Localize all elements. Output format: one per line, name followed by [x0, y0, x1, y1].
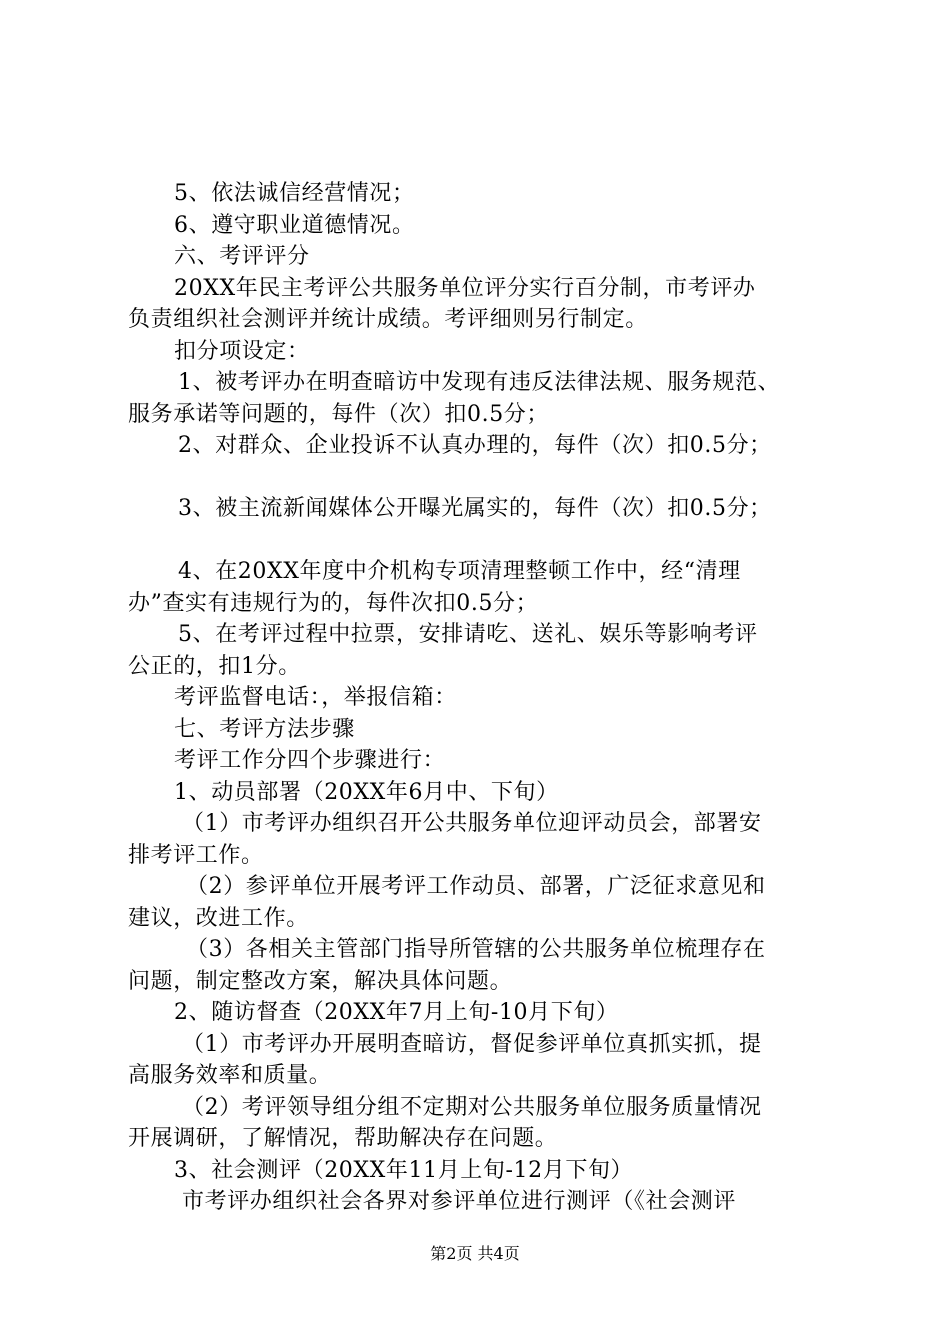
paragraph-line: 开展调研，了解情况，帮助解决存在问题。: [128, 1126, 558, 1151]
page-footer: 第2页 共4页: [430, 1244, 520, 1263]
paragraph-line: 服务承诺等问题的，每件（次）扣0.5分；: [128, 401, 549, 427]
paragraph-line: 1、被考评办在明查暗访中发现有违反法律法规、服务规范、: [178, 370, 781, 395]
paragraph-line: 1、动员部署（20XX年6月中、下旬）: [174, 779, 559, 805]
paragraph-line: （1）市考评办组织召开公共服务单位迎评动员会，部署安: [182, 811, 762, 836]
paragraph-line: 20XX年民主考评公共服务单位评分实行百分制，市考评办: [174, 275, 756, 301]
paragraph-line: 办”查实有违规行为的，每件次扣0.5分；: [128, 590, 539, 616]
blank-line: [128, 462, 838, 494]
paragraph-line: 市考评办组织社会各界对参评单位进行测评（《社会测评: [182, 1189, 737, 1214]
paragraph-line: 6、遵守职业道德情况。: [174, 212, 415, 238]
paragraph-line: 3、社会测评（20XX年11月上旬-12月下旬）: [174, 1157, 634, 1183]
paragraph-line: 考评工作分四个步骤进行：: [174, 748, 446, 773]
paragraph-line: （3）各相关主管部门指导所管辖的公共服务单位梳理存在: [186, 937, 766, 962]
paragraph-line: 负责组织社会测评并统计成绩。考评细则另行制定。: [128, 307, 648, 332]
paragraph-line: 4、在20XX年度中介机构专项清理整顿工作中，经“清理: [178, 559, 741, 584]
paragraph-line: （1）市考评办开展明查暗访，督促参评单位真抓实抓，提: [182, 1031, 762, 1057]
paragraph-line: （2）考评领导组分组不定期对公共服务单位服务质量情况: [182, 1094, 762, 1120]
paragraph-line: 建议，改进工作。: [128, 905, 309, 931]
paragraph-line: 2、对群众、企业投诉不认真办理的，每件（次）扣0.5分；: [178, 433, 772, 458]
paragraph-line: 公正的，扣1分。: [128, 653, 301, 679]
section-heading: 六、考评评分: [174, 244, 310, 269]
document-body: [128, 178, 838, 1218]
paragraph-line: 3、被主流新闻媒体公开曝光属实的，每件（次）扣0.5分；: [178, 496, 772, 521]
paragraph-line: 问题，制定整改方案，解决具体问题。: [128, 968, 513, 994]
paragraph-line: 扣分项设定：: [174, 338, 310, 364]
paragraph-line: 5、在考评过程中拉票，安排请吃、送礼、娱乐等影响考评: [178, 622, 758, 647]
paragraph-line: 排考评工作。: [128, 842, 264, 868]
paragraph-line: 2、随访督查（20XX年7月上旬-10月下旬）: [174, 1000, 619, 1025]
paragraph-line: 考评监督电话：，举报信箱：: [174, 685, 457, 710]
section-heading: 七、考评方法步骤: [174, 716, 355, 742]
paragraph-line: 高服务效率和质量。: [128, 1063, 332, 1088]
paragraph-line: 5、依法诚信经营情况；: [174, 181, 415, 206]
blank-line: [128, 525, 838, 557]
paragraph-line: （2）参评单位开展考评工作动员、部署，广泛征求意见和: [186, 874, 766, 899]
